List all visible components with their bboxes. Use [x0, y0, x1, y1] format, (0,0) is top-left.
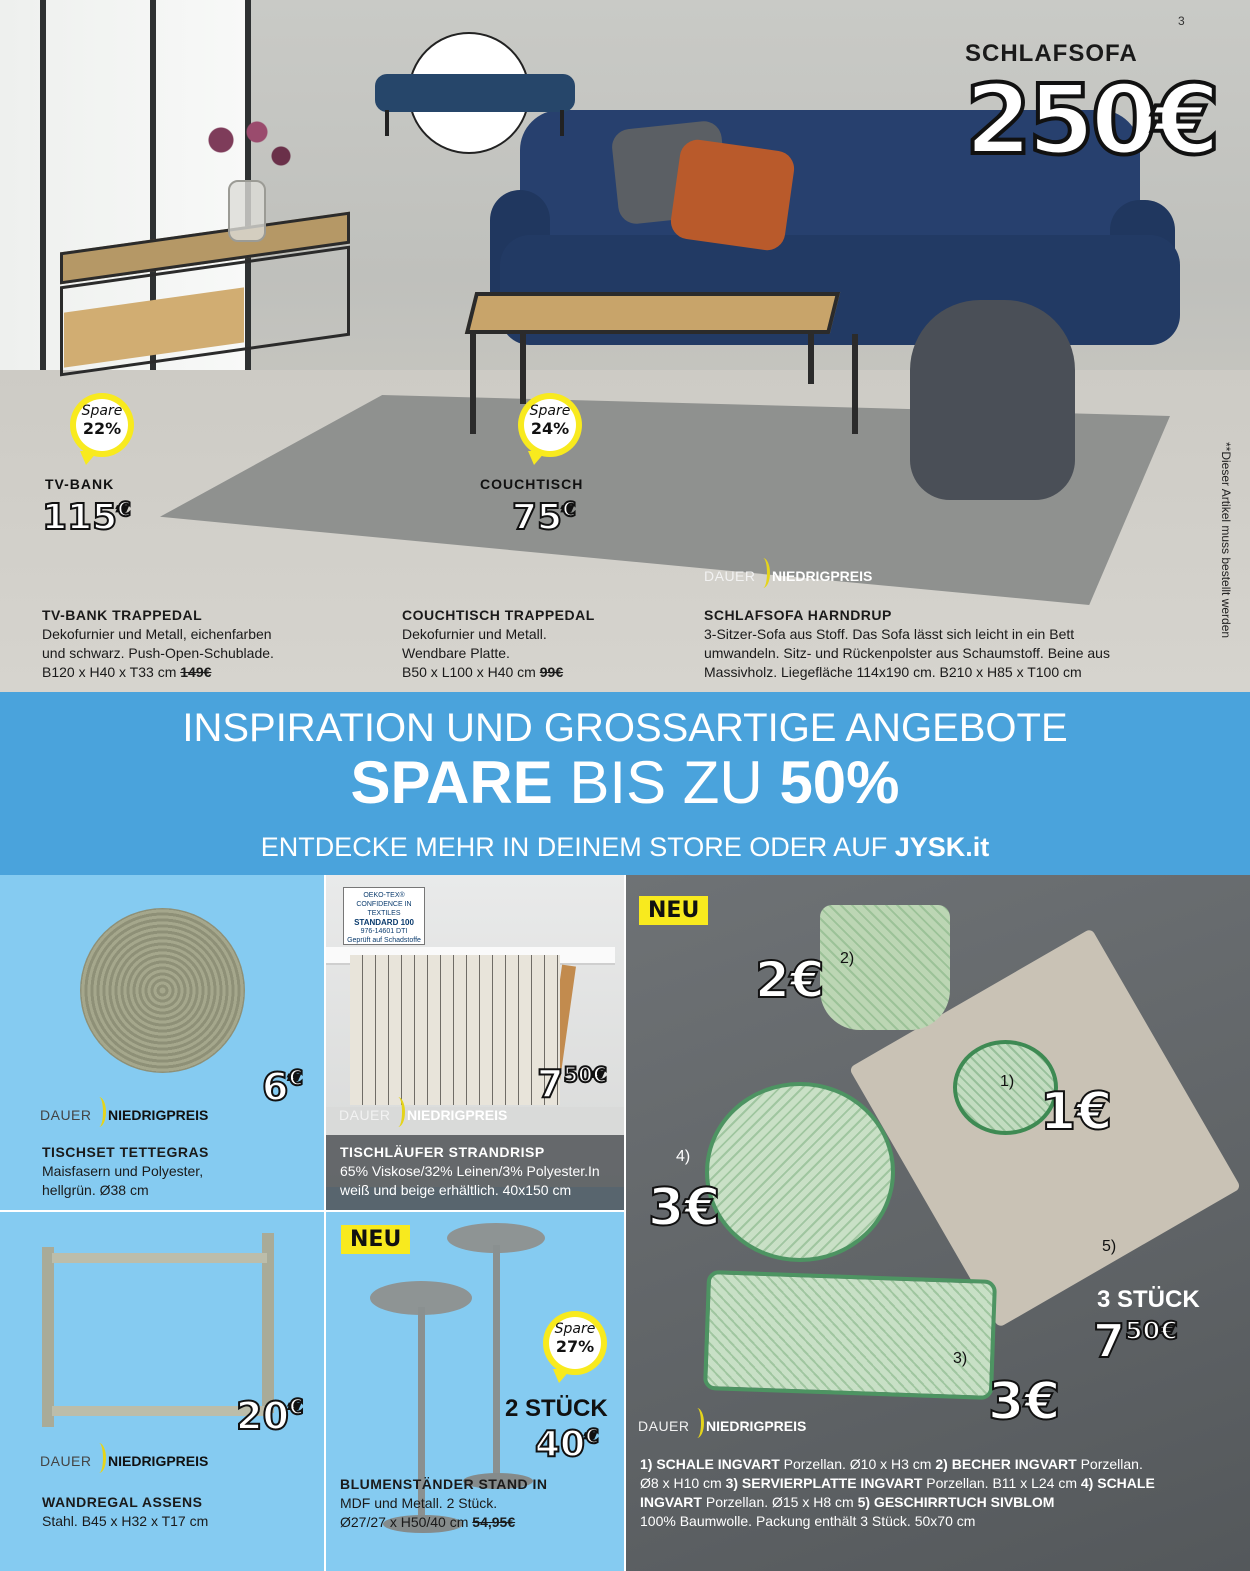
dauer-text: DAUER	[638, 1418, 690, 1434]
description-line: Maisfasern und Polyester,	[42, 1163, 204, 1179]
item-spec: 100% Baumwolle. Packung enthält 3 Stück. 50x70 cm	[640, 1513, 976, 1529]
tvbank-description	[42, 606, 274, 682]
old-price: 99€	[539, 664, 564, 680]
spare-label: Spare	[554, 1321, 596, 1337]
product-title: WANDREGAL ASSENS	[42, 1494, 203, 1510]
large-bowl-image	[705, 1082, 895, 1262]
dauer-text: DAUER	[339, 1107, 391, 1123]
dauer-niedrigpreis-logo	[339, 1097, 519, 1127]
couch-price	[512, 497, 576, 538]
item-title: 1) SCHALE INGVART	[640, 1456, 780, 1472]
price-currency: €	[585, 1425, 599, 1448]
sofa-price: 250€	[965, 64, 1217, 176]
sofa-bed-inset-leg	[385, 110, 389, 136]
coffee-table-top	[465, 292, 840, 334]
shelf-price	[236, 1394, 304, 1438]
platter-price: 3€	[988, 1372, 1061, 1432]
sofa-bed-inset-image	[375, 74, 575, 112]
item-spec: Porzellan. Ø15 x H8 cm	[701, 1494, 858, 1510]
description-line: 65% Viskose/32% Leinen/3% Polyester.In	[340, 1163, 600, 1179]
dauer-niedrigpreis-logo	[40, 1443, 220, 1473]
coffee-table-leg	[852, 334, 858, 434]
grid-divider	[0, 1210, 625, 1212]
banner-line-1: INSPIRATION UND GROSSARTIGE ANGEBOTE	[182, 706, 1068, 750]
banner-mid: BIS ZU	[552, 749, 780, 816]
coffee-table-leg	[808, 334, 814, 384]
dauer-text: DAUER	[40, 1453, 92, 1469]
plant-price	[535, 1424, 599, 1465]
towel-qty: 3 STÜCK	[1097, 1286, 1200, 1313]
pillow-orange	[669, 137, 797, 252]
price-currency: €	[288, 1395, 304, 1419]
item-spec: Porzellan. B11 x L24 cm	[922, 1475, 1081, 1491]
placemat-image	[80, 908, 245, 1073]
item-spec: Porzellan. Ø10 x H3 cm	[779, 1456, 936, 1472]
product-title: TV-BANK TRAPPEDAL	[42, 607, 203, 623]
item-title: 2) BECHER INGVART	[935, 1456, 1077, 1472]
spare-percent: 27%	[555, 1337, 595, 1356]
description-line: hellgrün. Ø38 cm	[42, 1182, 149, 1198]
new-badge: NEU	[341, 1225, 410, 1254]
small-bowl-price: 1€	[1040, 1082, 1113, 1142]
spare-label: Spare	[529, 403, 571, 419]
price-currency: €	[1160, 1316, 1178, 1345]
large-bowl-number: 4)	[676, 1148, 691, 1165]
product-title: TISCHLÄUFER STRANDRISP	[340, 1144, 545, 1160]
plant-stand-stem	[493, 1245, 500, 1481]
plant-spare-badge	[543, 1311, 607, 1375]
shelf-board-top	[52, 1253, 267, 1263]
description-line: Stahl. B45 x H32 x T17 cm	[42, 1513, 209, 1529]
description-line: 3-Sitzer-Sofa aus Stoff. Das Sofa lässt sich leicht in ein Bett	[704, 626, 1075, 642]
serving-platter-image	[703, 1270, 997, 1400]
niedrigpreis-text: NIEDRIGPREIS	[407, 1107, 508, 1123]
old-price: 54,95€	[472, 1514, 516, 1530]
pouf-image	[910, 300, 1075, 500]
item-spec: Porzellan.	[1076, 1456, 1143, 1472]
sofa-bed-inset-leg	[560, 110, 564, 136]
oeko-text: CONFIDENCE IN TEXTILES	[356, 901, 412, 917]
price-currency: €	[117, 498, 131, 521]
coffee-table-leg	[520, 334, 526, 404]
banner-spare: SPARE	[350, 749, 553, 816]
niedrigpreis-text: NIEDRIGPREIS	[706, 1418, 807, 1434]
mug-price: 2€	[755, 951, 825, 1009]
price-value: 40	[535, 1424, 586, 1465]
table-runner-image	[350, 955, 560, 1105]
spare-percent: 22%	[82, 419, 122, 438]
price-value: 6	[262, 1065, 289, 1109]
item-spec: Ø8 x H10 cm	[640, 1475, 726, 1491]
description-line: umwandeln. Sitz- und Rückenpolster aus Schaumstoff. Beine aus	[704, 645, 1110, 661]
description-line: und schwarz. Push-Open-Schublade.	[42, 645, 274, 661]
runner-price	[537, 1062, 608, 1106]
product-title: COUCHTISCH TRAPPEDAL	[402, 607, 595, 623]
tvbank-spare-badge	[70, 393, 134, 457]
description-line: Wendbare Platte.	[402, 645, 510, 661]
banner-store-text: ENTDECKE MEHR IN DEINEM STORE ODER AUF	[260, 832, 895, 862]
shelf-description	[42, 1493, 208, 1531]
sofa-description	[704, 606, 1110, 682]
table-runner-tile	[325, 875, 625, 1211]
oeko-tex-label	[343, 887, 425, 945]
order-note-vertical: **Dieser Artikel muss bestellt werden	[1219, 442, 1233, 639]
spare-label: Spare	[81, 403, 123, 419]
niedrigpreis-text: NIEDRIGPREIS	[108, 1453, 209, 1469]
niedrigpreis-text: NIEDRIGPREIS	[108, 1107, 209, 1123]
description-line: Massivholz. Liegefläche 114x190 cm. B210 x H85 x T100 cm	[704, 664, 1082, 680]
spare-percent: 24%	[530, 419, 570, 438]
item-title: 3) SERVIERPLATTE INGVART	[725, 1475, 923, 1491]
oeko-text: OEKO-TEX®	[363, 892, 405, 899]
item-title: 5) GESCHIRRTUCH SIVBLOM	[857, 1494, 1055, 1510]
small-bowl-number: 1)	[1000, 1073, 1015, 1090]
description-line: Dekofurnier und Metall, eichenfarben	[42, 626, 272, 642]
banner-line-3	[0, 832, 1250, 863]
old-price: 149€	[180, 664, 212, 680]
plant-qty: 2 STÜCK	[505, 1395, 608, 1422]
couch-description	[402, 606, 595, 682]
banner-line-2	[0, 748, 1250, 817]
towel-number: 5)	[1102, 1238, 1117, 1255]
couch-label: COUCHTISCH	[480, 476, 584, 492]
price-currency: €	[288, 1066, 303, 1090]
price-value: 75	[512, 497, 563, 538]
niedrigpreis-text: NIEDRIGPREIS	[772, 568, 873, 584]
description-line: Dekofurnier und Metall.	[402, 626, 547, 642]
oeko-text: Geprüft auf Schadstoffe	[347, 937, 421, 944]
platter-number: 3)	[953, 1350, 968, 1367]
grid-divider	[324, 875, 326, 1571]
price-cents: 50	[1125, 1316, 1161, 1345]
placemat-price	[262, 1065, 303, 1109]
vase-image	[228, 180, 266, 242]
dauer-text: DAUER	[40, 1107, 92, 1123]
item-title: INGVART	[640, 1494, 702, 1510]
plant-description	[340, 1475, 548, 1532]
dauer-niedrigpreis-logo	[40, 1097, 220, 1127]
oeko-text: 976-14601 DTI	[360, 928, 408, 935]
large-bowl-price: 3€	[648, 1178, 721, 1238]
grid-divider	[624, 875, 626, 1571]
new-badge: NEU	[639, 896, 708, 925]
shelf-board-bottom	[52, 1406, 267, 1416]
description-line: MDF und Metall. 2 Stück.	[340, 1495, 498, 1511]
window-frame	[40, 0, 46, 380]
runner-description	[340, 1143, 600, 1200]
ceramics-description	[640, 1455, 1240, 1531]
flowers-image	[185, 108, 305, 188]
product-title: BLUMENSTÄNDER STAND IN	[340, 1476, 548, 1492]
product-title: SCHLAFSOFA HARNDRUP	[704, 607, 892, 623]
mug-number: 2)	[840, 950, 855, 967]
couch-spare-badge	[518, 393, 582, 457]
price-currency: €	[592, 1063, 608, 1087]
dauer-niedrigpreis-logo	[704, 558, 874, 588]
plant-stand-tile	[325, 1211, 625, 1571]
hero-section	[0, 0, 1250, 692]
tvbank-price	[42, 497, 131, 538]
sofa-headline: SCHLAFSOFA	[965, 40, 1138, 67]
price-value: 115	[42, 497, 118, 538]
coffee-table-leg	[470, 334, 476, 434]
description-line: B120 x H40 x T33 cm	[42, 664, 177, 680]
description-line: weiß und beige erhältlich. 40x150 cm	[340, 1182, 572, 1198]
item-title: 4) SCHALE	[1080, 1475, 1155, 1491]
banner-percent: 50%	[779, 749, 900, 816]
dauer-text: DAUER	[704, 568, 756, 584]
jysk-link[interactable]: JYSK.it	[894, 832, 990, 862]
price-value: 20	[236, 1394, 289, 1438]
price-cents: 50	[563, 1063, 593, 1087]
shelf-side-left	[42, 1247, 54, 1427]
placemat-description	[42, 1143, 209, 1200]
price-value: 7	[537, 1062, 564, 1106]
promo-banner	[0, 692, 1250, 875]
towel-price	[1093, 1314, 1178, 1368]
dauer-niedrigpreis-logo	[638, 1408, 818, 1438]
product-title: TISCHSET TETTEGRAS	[42, 1144, 209, 1160]
wall-shelf-tile	[0, 1211, 325, 1571]
price-currency: €	[562, 498, 576, 521]
page-number: 3	[1178, 14, 1185, 28]
tvbank-label: TV-BANK	[45, 476, 115, 492]
placemat-tile	[0, 875, 325, 1211]
description-line: B50 x L100 x H40 cm	[402, 664, 536, 680]
description-line: Ø27/27 x H50/40 cm	[340, 1514, 469, 1530]
oeko-standard: STANDARD 100	[354, 918, 414, 927]
price-value: 7	[1093, 1314, 1126, 1368]
